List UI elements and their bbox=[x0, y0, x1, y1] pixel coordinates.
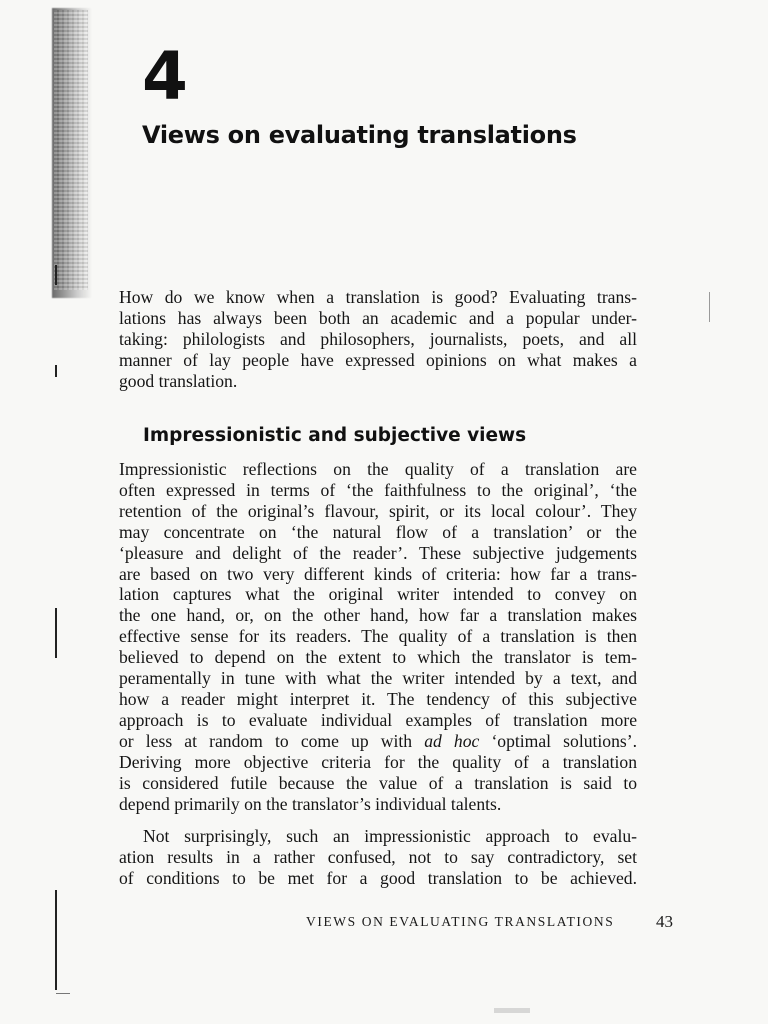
margin-mark bbox=[55, 365, 57, 377]
text-line: may concentrate on ‘the natural flow of a translation’ or the bbox=[119, 521, 637, 542]
text-line: often expressed in terms of ‘the faithfulness to the original’, ‘the bbox=[119, 479, 637, 500]
margin-mark bbox=[55, 265, 57, 285]
text-line: are based on two very different kinds of criteria: how far a trans- bbox=[119, 563, 637, 584]
text-line: how a reader might interpret it. The tendency of this subjective bbox=[119, 688, 637, 709]
page-number: 43 bbox=[656, 912, 673, 931]
section-paragraph-2 bbox=[119, 826, 637, 889]
text-line: effective sense for its readers. The quality of a translation is then bbox=[119, 626, 637, 647]
text-segment: or less at random to come up with bbox=[119, 730, 425, 751]
scanner-stamp bbox=[494, 1008, 530, 1013]
text-line: approach is to evaluate individual examples of translation more bbox=[119, 709, 637, 730]
margin-mark bbox=[55, 608, 57, 658]
binding-noise bbox=[54, 10, 88, 290]
text-line: lations has always been both an academic and a popular under- bbox=[119, 307, 637, 328]
running-head: VIEWS ON EVALUATING TRANSLATIONS bbox=[306, 914, 615, 929]
text-segment: ‘optimal solutions’. bbox=[479, 730, 637, 751]
text-line: manner of lay people have expressed opinions on what makes a bbox=[119, 349, 637, 370]
text-line: is considered futile because the value of a translation is said to bbox=[119, 772, 637, 793]
text-line: lation captures what the original writer intended to convey on bbox=[119, 584, 637, 605]
text-line: taking: philologists and philosophers, journalists, poets, and all bbox=[119, 328, 637, 349]
text-line-adhoc bbox=[119, 731, 637, 752]
intro-paragraph bbox=[119, 287, 637, 392]
text-line: ‘pleasure and delight of the reader’. These subjective judgements bbox=[119, 542, 637, 563]
text-line: believed to depend on the extent to which the translator is tem- bbox=[119, 647, 637, 668]
text-line: How do we know when a translation is good? Evaluating trans- bbox=[119, 287, 637, 307]
text-line: of conditions to be met for a good translation to be achieved. bbox=[119, 867, 637, 888]
text-line: good translation. bbox=[119, 370, 238, 391]
text-line: peramentally in tune with what the writer intended by a text, and bbox=[119, 668, 637, 689]
text-line: Not surprisingly, such an impressionistic approach to evalu- bbox=[143, 826, 637, 846]
text-line: depend primarily on the translator’s individual talents. bbox=[119, 793, 502, 814]
chapter-title: Views on evaluating translations bbox=[142, 121, 577, 149]
chapter-number: 4 bbox=[142, 38, 188, 115]
italic-term: ad hoc bbox=[424, 730, 480, 751]
margin-mark bbox=[709, 292, 710, 322]
text-line: Impressionistic reflections on the quality of a translation are bbox=[119, 459, 637, 479]
text-line: ation results in a rather confused, not to say contradictory, set bbox=[119, 846, 637, 867]
text-line: retention of the original’s flavour, spirit, or its local colour’. They bbox=[119, 500, 637, 521]
margin-mark bbox=[55, 890, 57, 990]
text-line: the one hand, or, on the other hand, how far a translation makes bbox=[119, 605, 637, 626]
section-heading: Impressionistic and subjective views bbox=[143, 425, 527, 446]
text-line: Deriving more objective criteria for the quality of a translation bbox=[119, 751, 637, 772]
margin-mark bbox=[56, 993, 70, 994]
section-paragraph-1 bbox=[119, 459, 637, 814]
